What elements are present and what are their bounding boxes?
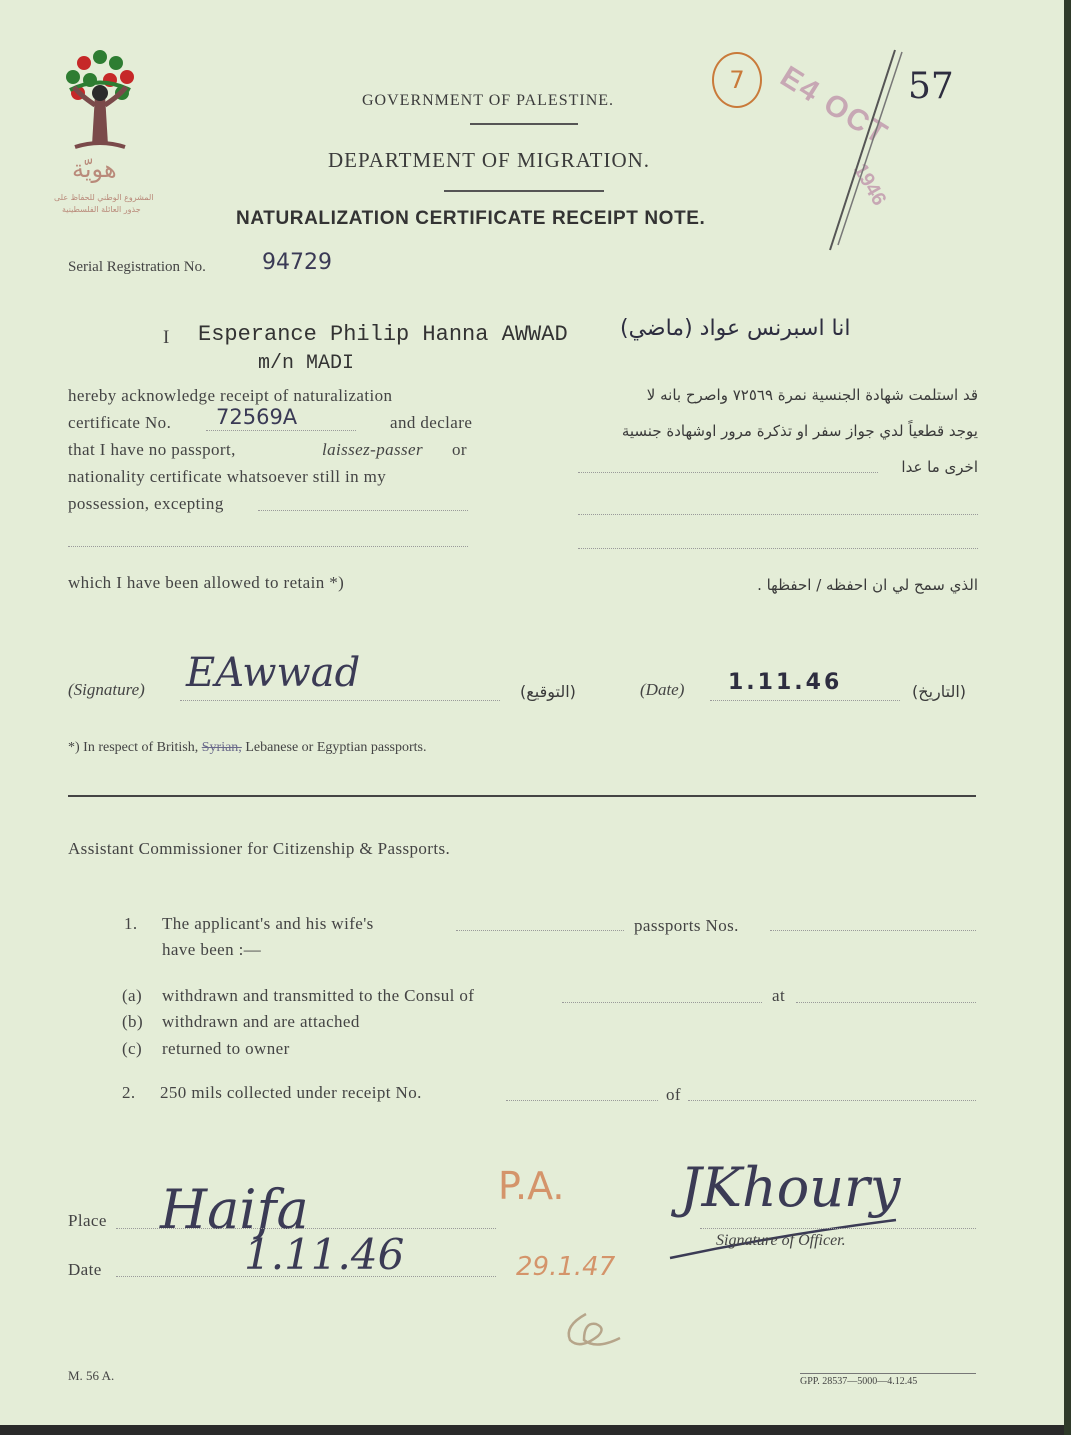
item-a-text: withdrawn and transmitted to the Consul of bbox=[162, 986, 475, 1005]
excepting-dots-1 bbox=[258, 510, 468, 511]
declarant-maiden-name: m/n MADI bbox=[258, 352, 355, 375]
printer-rule bbox=[800, 1373, 976, 1374]
item-b-text: withdrawn and are attached bbox=[162, 1012, 360, 1031]
arabic-dots-3 bbox=[578, 548, 978, 549]
english-line-1: hereby acknowledge receipt of naturalization bbox=[68, 386, 393, 405]
english-line-4: nationality certificate whatsoever still in my bbox=[68, 467, 387, 486]
item-2-number: 2. bbox=[122, 1083, 136, 1102]
signature-label-arabic: (التوقيع) bbox=[520, 682, 576, 701]
officer-signature: JKhoury bbox=[680, 1156, 901, 1219]
arabic-line-1: قد استلمت شهادة الجنسية نمرة ٧٢٥٦٩ واصرح بانه لا bbox=[646, 386, 978, 404]
english-line-3b: or bbox=[452, 440, 467, 459]
item-1-dots-b bbox=[770, 930, 976, 931]
item-c-text: returned to owner bbox=[162, 1039, 290, 1058]
item-a-dots-1 bbox=[562, 1002, 762, 1003]
item-1-text-a: The applicant's and his wife's bbox=[162, 914, 374, 933]
arabic-line-3: اخرى ما عدا bbox=[901, 458, 978, 476]
item-1-text-b: passports Nos. bbox=[634, 916, 739, 935]
item-2-dots-1 bbox=[506, 1100, 658, 1101]
printer-code: GPP. 28537—5000—4.12.45 bbox=[800, 1376, 918, 1387]
date-dots bbox=[710, 700, 900, 701]
circled-number-text: 7 bbox=[729, 66, 745, 94]
pa-date: 29.1.47 bbox=[516, 1252, 616, 1282]
certificate-dots bbox=[206, 430, 356, 431]
pa-initial-mark bbox=[556, 1306, 626, 1356]
declarant-name: Esperance Philip Hanna AWWAD bbox=[198, 322, 568, 347]
item-2-dots-2 bbox=[688, 1100, 976, 1101]
item-b-label: (b) bbox=[122, 1012, 144, 1031]
officer-signature-label: Signature of Officer. bbox=[716, 1232, 846, 1249]
officer-sig-dots bbox=[700, 1228, 976, 1229]
declarant-signature: EAwwad bbox=[186, 650, 361, 696]
date-stamp-year: 1946 bbox=[848, 160, 891, 210]
tree-logo-icon bbox=[40, 35, 160, 170]
certificate-number: 72569A bbox=[216, 405, 298, 429]
logo-text: هويّة bbox=[72, 155, 117, 183]
section-divider bbox=[68, 795, 976, 797]
english-retain: which I have been allowed to retain *) bbox=[68, 573, 345, 592]
scan-edge-right bbox=[1064, 0, 1071, 1435]
rule-2 bbox=[444, 190, 604, 192]
date-value: 1.11.46 bbox=[728, 670, 843, 695]
rule-1 bbox=[470, 123, 578, 125]
arabic-retain: الذي سمح لي ان احفظه / احفظها . bbox=[757, 576, 978, 594]
arabic-dots-2 bbox=[578, 514, 978, 515]
document-title: NATURALIZATION CERTIFICATE RECEIPT NOTE. bbox=[236, 208, 706, 229]
english-line-2a: certificate No. bbox=[68, 413, 172, 432]
date-label-arabic: (التاريخ) bbox=[912, 682, 967, 701]
circled-number bbox=[712, 52, 762, 108]
date-label: (Date) bbox=[640, 680, 685, 699]
place-dots bbox=[116, 1228, 496, 1229]
date-stamp-top: E4 OCT bbox=[774, 60, 895, 152]
signature-label: (Signature) bbox=[68, 680, 145, 699]
file-number: 57 bbox=[908, 66, 954, 107]
scan-edge-bottom bbox=[0, 1425, 1071, 1435]
declarant-arabic-name: انا اسبرنس عواد (ماضي) bbox=[620, 316, 851, 341]
footnote-suffix: Lebanese or Egyptian passports. bbox=[245, 740, 427, 755]
english-line-5: possession, excepting bbox=[68, 494, 224, 513]
place-label: Place bbox=[68, 1211, 107, 1230]
item-a-dots-2 bbox=[796, 1002, 976, 1003]
signature-dots bbox=[180, 700, 500, 701]
government-heading: GOVERNMENT OF PALESTINE. bbox=[362, 92, 615, 109]
date-label-bottom: Date bbox=[68, 1260, 102, 1279]
department-heading: DEPARTMENT OF MIGRATION. bbox=[328, 148, 651, 172]
officer-heading: Assistant Commissioner for Citizenship & Passports. bbox=[68, 839, 451, 858]
pa-note: P.A. bbox=[498, 1164, 565, 1208]
excepting-dots-2 bbox=[68, 546, 468, 547]
item-a-label: (a) bbox=[122, 986, 143, 1005]
logo-caption-line1: المشروع الوطني للحفاظ على bbox=[54, 193, 154, 202]
arabic-dots-1 bbox=[578, 472, 878, 473]
footnote-struck: Syrian, bbox=[201, 740, 242, 755]
footnote bbox=[68, 740, 427, 756]
item-1-number: 1. bbox=[124, 914, 138, 933]
item-1-text-c: have been :— bbox=[162, 940, 262, 959]
date-value-bottom: 1.11.46 bbox=[244, 1230, 405, 1279]
english-line-3a: that I have no passport, bbox=[68, 440, 236, 459]
english-line-3-italic: laissez-passer bbox=[322, 440, 423, 459]
serial-label: Serial Registration No. bbox=[68, 259, 206, 275]
item-2-text-b: of bbox=[666, 1085, 681, 1104]
arabic-line-2: يوجد قطعياً لدي جواز سفر او تذكرة مرور اوشهادة جنسية bbox=[621, 422, 978, 440]
footnote-prefix: *) In respect of British, bbox=[68, 740, 199, 755]
item-a-at: at bbox=[772, 986, 786, 1005]
serial-value: 94729 bbox=[262, 250, 332, 275]
item-2-text-a: 250 mils collected under receipt No. bbox=[160, 1083, 422, 1102]
logo-caption-line2: جذور العائلة الفلسطينية bbox=[62, 205, 141, 214]
item-c-label: (c) bbox=[122, 1039, 143, 1058]
declarant-prefix: I bbox=[163, 327, 170, 348]
logo bbox=[40, 35, 165, 225]
item-1-dots-a bbox=[456, 930, 624, 931]
form-number: M. 56 A. bbox=[68, 1368, 115, 1383]
place-value: Haifa bbox=[160, 1178, 309, 1241]
date-bottom-dots bbox=[116, 1276, 496, 1277]
english-line-2b: and declare bbox=[390, 413, 473, 432]
